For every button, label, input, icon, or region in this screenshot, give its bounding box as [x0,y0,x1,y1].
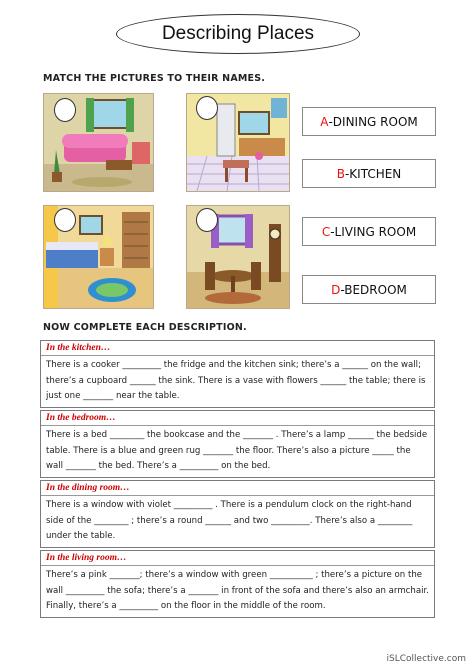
description-heading: In the dining room… [41,481,434,496]
answer-c-living-room [302,217,436,246]
description-text: There is a window with violet _________ . There is a pendulum clock on the right-hand side of the ________ ; there’s a round ______ and two _________. There’s also a ________ under the table. [46,500,413,542]
description-text: There is a cooker _________ the fridge and the kitchen sink; there’s a ______ on the wall; there’s a cupboard ______ the sink. There is a vase with flowers ______ the table; there is just one _______ near the table. [46,360,426,402]
description-box-dining-room [40,480,435,548]
answer-name: -DINING ROOM [328,114,418,129]
description-box-kitchen [40,340,435,408]
answer-name: -KITCHEN [344,166,402,181]
complete-instruction: NOW COMPLETE EACH DESCRIPTION. [43,322,247,333]
page-title: Describing Places [116,14,360,54]
description-box-living-room [40,550,435,618]
description-box-bedroom [40,410,435,478]
answer-name: -LIVING ROOM [330,224,417,239]
answer-a-dining-room [302,107,436,136]
description-text: There is a bed ________ the bookcase and the _______ . There’s a lamp ______ the bedside table. There is a blue and green rug _______ the floor. There’s also a picture _____ the wall _______ the bed. There’s a _________ on the bed. [46,430,428,472]
bedroom-answer-circle[interactable] [54,208,76,232]
description-heading: In the living room… [41,551,434,566]
description-text: There’s a pink _______; there’s a window with green __________ ; there’s a picture on the wall _________ the sofa; there’s a _______ in front of the sofa and there’s also an armchair. Finally, there’s a _________ on the floor in the middle of the room. [46,570,429,612]
description-heading: In the kitchen… [41,341,434,356]
description-heading: In the bedroom… [41,411,434,426]
answer-letter: B [336,166,345,181]
living-room-answer-circle[interactable] [54,98,76,122]
dining-room-answer-circle[interactable] [196,208,218,232]
site-watermark: iSLCollective.com [386,654,466,664]
kitchen-answer-circle[interactable] [196,96,218,120]
answer-name: -BEDROOM [340,282,407,297]
answer-letter: C [321,224,331,239]
answer-letter: A [320,114,329,129]
answer-d-bedroom [302,275,436,304]
match-instruction: MATCH THE PICTURES TO THEIR NAMES. [43,73,266,84]
answer-b-kitchen [302,159,436,188]
answer-letter: D [331,282,341,297]
